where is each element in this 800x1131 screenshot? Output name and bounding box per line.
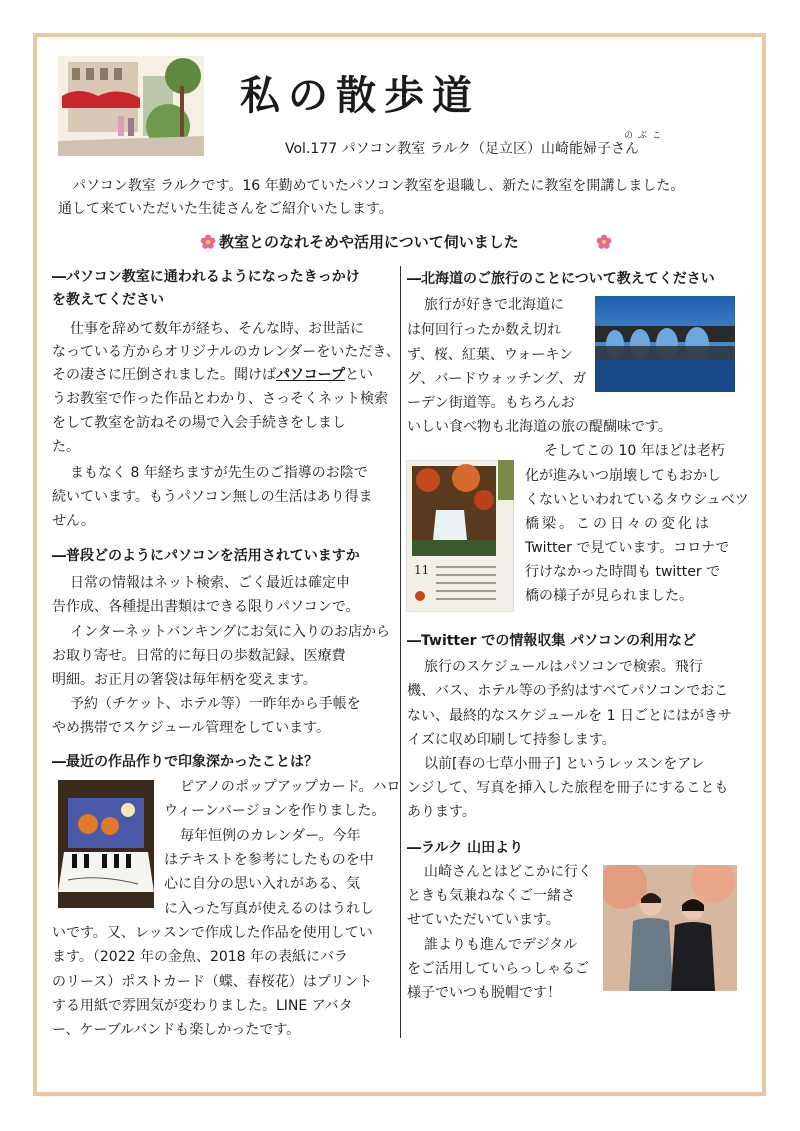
answer-line: ー、ケーブルバンドも楽しかったです。 xyxy=(52,1022,301,1038)
calendar-photo xyxy=(406,460,514,612)
answer-line: する用紙で雰囲気が変わりました。LINE アバタ xyxy=(52,998,353,1014)
answer-line: ときも気兼ねなくご一緒さ xyxy=(407,888,575,904)
question-heading: ―ラルク 山田より xyxy=(407,840,524,856)
answer-line: なっている方からオリジナルのカレンダーをいただき、 xyxy=(52,344,400,360)
answer-line: せていただいています。 xyxy=(407,912,560,928)
sakura-icon xyxy=(596,234,612,250)
answer-line: 橋梁。この日々の変化は xyxy=(525,516,712,532)
answer-line: 心に自分の思い入れがある、気 xyxy=(164,876,360,892)
answer-line: をご活用していらっしゃるご xyxy=(407,961,589,977)
answer-line: のリース）ポストカード（蝶、春桜花）はプリント xyxy=(52,974,373,990)
column-divider xyxy=(400,266,401,1038)
question-heading: ―パソコン教室に通われるようになったきっかけ xyxy=(52,269,360,285)
answer-line: 化が進みいつ崩壊してもおかし xyxy=(525,468,721,484)
answer-line: 行けなかった時間も twitter で xyxy=(525,564,721,580)
page-subtitle: Vol.177 パソコン教室 ラルク（足立区）山崎能婦子さん xyxy=(285,141,640,157)
answer-line: 予約（チケット、ホテル等）一昨年から手帳を xyxy=(70,696,361,712)
answer-line: いしい食べ物も北海道の旅の醍醐味です。 xyxy=(407,419,672,435)
question-heading: ―Twitter での情報収集 パソコンの利用など xyxy=(407,633,696,649)
answer-line: ない、最終的なスケジュールを 1 日ごとにはがきサ xyxy=(407,708,732,724)
answer-line: 続いています。もうパソコン無しの生活はあり得ま xyxy=(52,489,373,505)
answer-line: いです。又、レッスンで作成した作品を使用してい xyxy=(52,925,373,941)
answer-line: ンジして、写真を挿入した旅程を冊子にすることも xyxy=(407,780,729,796)
answer-line: グ、バードウォッチング、ガ xyxy=(407,371,587,387)
bridge-photo xyxy=(595,296,735,392)
sakura-icon xyxy=(200,234,216,250)
answer-line: 旅行のスケジュールはパソコンで検索。飛行 xyxy=(424,659,703,675)
question-heading: ―北海道のご旅行のことについて教えてください xyxy=(407,271,715,287)
answer-line: ます。（2022 年の金魚、2018 年の表紙にバラ xyxy=(52,949,349,965)
answer-line: 山崎さんとはどこかに行く xyxy=(424,864,592,880)
answer-line: 旅行が好きで北海道に xyxy=(424,297,564,313)
portrait-photo xyxy=(603,865,737,991)
section-title: 教室とのなれそめや活用について伺いました xyxy=(219,233,519,251)
answer-line: イズに収め印刷して持参します。 xyxy=(407,732,616,748)
answer-line: その凄さに圧倒されました。聞けばパソコープとい xyxy=(52,367,374,383)
answer-line: お取り寄せ。日常的に毎日の歩数記録、医療費 xyxy=(52,648,346,664)
calendar-month: 11 xyxy=(414,563,430,577)
question-heading: ―普段どのようにパソコンを活用されていますか xyxy=(52,548,360,564)
intro-line: パソコン教室 ラルクです。16 年勤めていたパソコン教室を退職し、新たに教室を開講しました。 xyxy=(72,178,685,194)
street-illustration xyxy=(58,56,204,156)
name-ruby: のぶこ xyxy=(624,131,667,141)
intro-line: 通して来ていただいた生徒さんをご紹介いたします。 xyxy=(58,201,393,217)
answer-line: 様子でいつも脱帽です！ xyxy=(407,985,561,1001)
answer-line: ーデン街道等。もちろんお xyxy=(407,395,575,411)
answer-line: 以前[春の七草小冊子] というレッスンをアレ xyxy=(424,756,705,772)
page-title: 私の散歩道 xyxy=(240,72,480,119)
answer-line: まもなく 8 年経ちますが先生のご指導のお陰で xyxy=(70,465,368,481)
answer-line: ず、桜、紅葉、ウォーキン xyxy=(407,347,574,363)
school-name: パソコープ xyxy=(276,367,346,383)
answer-line: せん。 xyxy=(52,513,95,529)
answer-line: Twitter で見ています。コロナで xyxy=(525,540,730,556)
question-heading: を教えてください xyxy=(52,292,164,308)
answer-line: そしてこの 10 年ほどは老朽 xyxy=(544,443,725,459)
answer-line: あります。 xyxy=(407,804,476,820)
question-heading: ―最近の作品作りで印象深かったことは？ xyxy=(52,754,318,770)
answer-line: くないといわれているタウシュベツ xyxy=(525,492,749,508)
answer-line: に入った写真が使えるのはうれし xyxy=(164,901,374,917)
answer-line: やめ携帯でスケジュール管理をしています。 xyxy=(52,720,331,736)
answer-line: をして教室を訪ねその場で入会手続きをしまし xyxy=(52,415,346,431)
answer-line: 日常の情報はネット検索、ごく最近は確定申 xyxy=(70,575,350,591)
answer-line: 機、バス、ホテル等の予約はすべてパソコンでおこ xyxy=(407,683,729,699)
answer-line: はテキストを参考にしたものを中 xyxy=(164,852,374,868)
answer-line: 毎年恒例のカレンダー。今年 xyxy=(180,828,361,844)
answer-line: 橋の様子が見られました。 xyxy=(525,588,693,604)
answer-line: ピアノのポップアップカード。ハロ xyxy=(180,779,401,795)
answer-line: 仕事を辞めて数年が経ち、そんな時、お世話に xyxy=(70,321,364,337)
answer-line: ウィーンバージョンを作りました。 xyxy=(164,803,386,819)
answer-line: うお教室で作った作品とわかり、さっそくネット検索 xyxy=(52,391,388,407)
popup-card-photo xyxy=(58,780,154,908)
answer-line: 告作成、各種提出書類はできる限りパソコンで。 xyxy=(52,599,360,615)
answer-line: 誰よりも進んでデジタル xyxy=(424,937,578,953)
answer-line: 明細。お正月の箸袋は毎年柄を変えます。 xyxy=(52,672,317,688)
answer-line: インターネットバンキングにお気に入りのお店から xyxy=(70,624,391,640)
answer-line: た。 xyxy=(52,439,80,455)
answer-line: は何回行ったか数え切れ xyxy=(407,322,561,338)
